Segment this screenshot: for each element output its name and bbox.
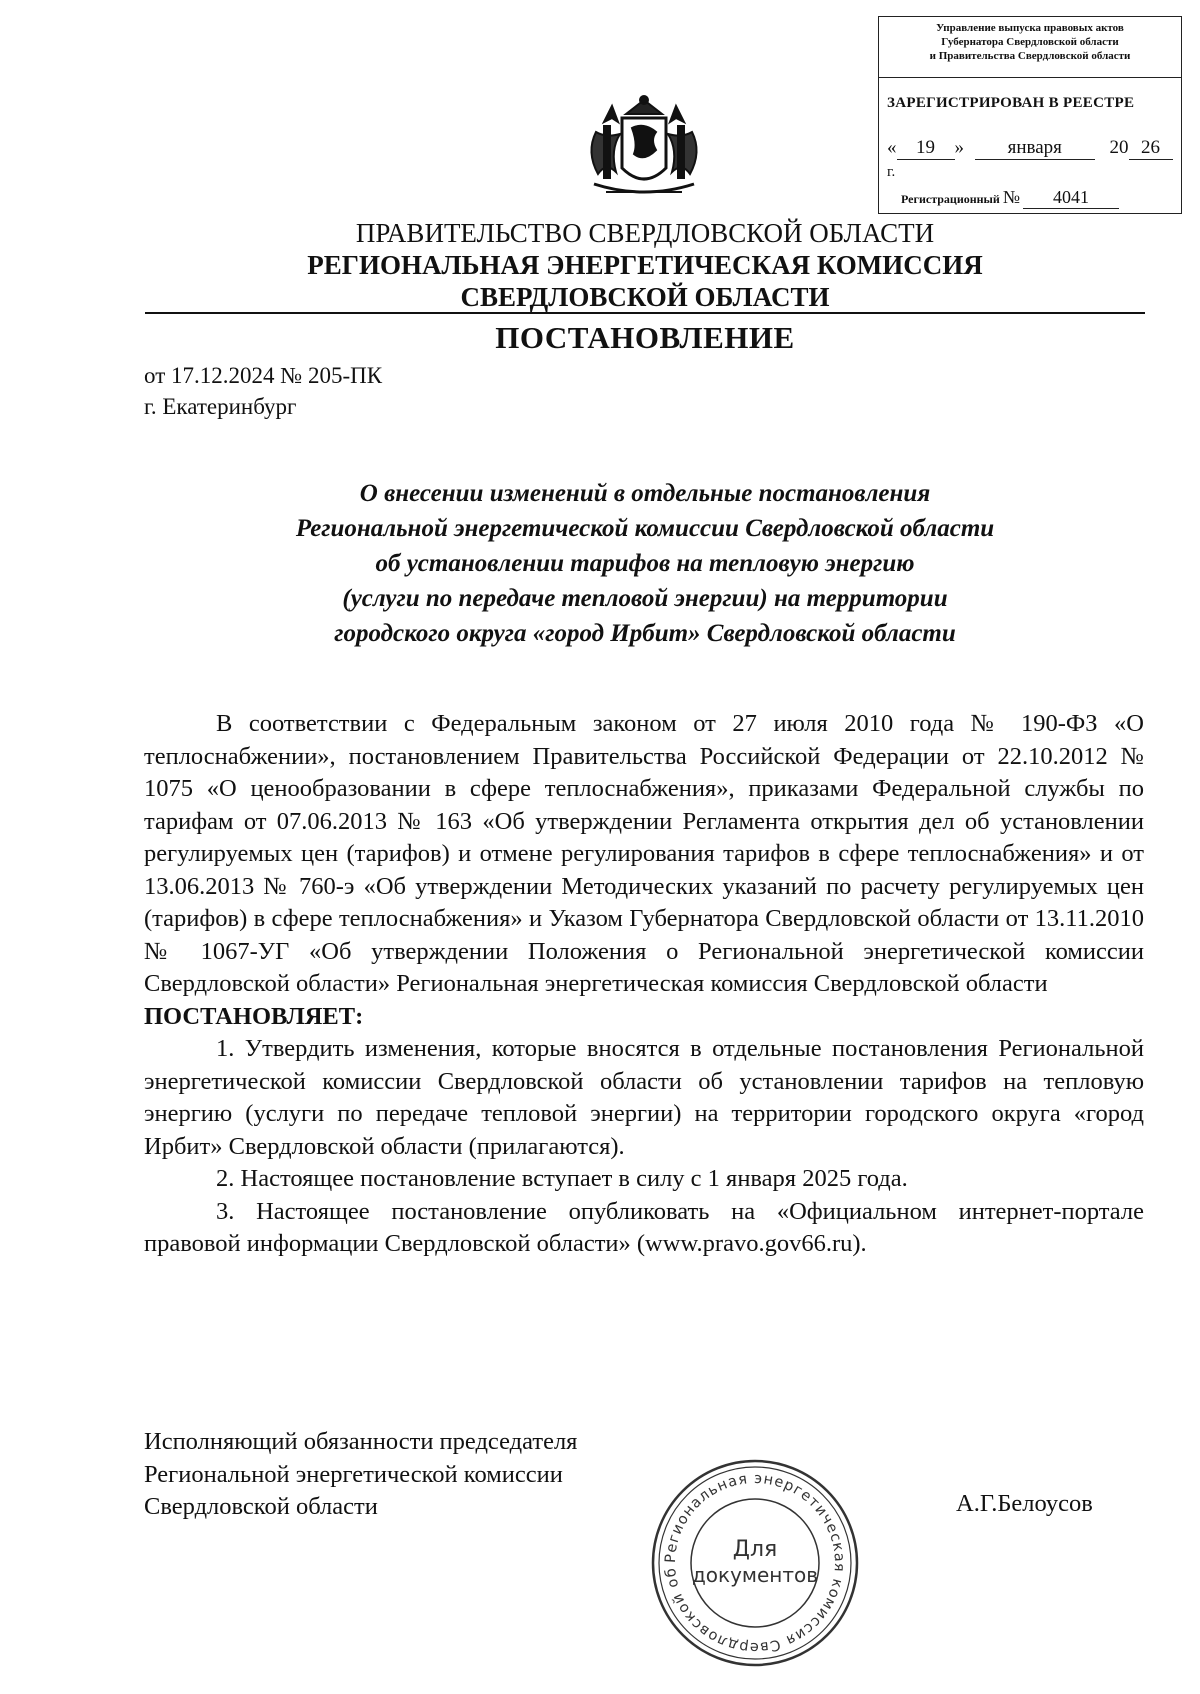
registry-divider xyxy=(879,77,1181,78)
document-subject xyxy=(140,476,1150,651)
preamble-paragraph: В соответствии с Федеральным законом от 27 июля 2010 года № 190-ФЗ «О теплоснабжении», постановлением Правительства Российской Федерации от 22.10.2012 № 1075 «О ценообразовании в сфере теплоснабжения», приказами Федеральной службы по тарифам от 07.06.2013 № 163 «Об утверждении Регламента открытия дел об установлении регулируемых цен (тарифов) и отмене регулирования тарифов в сфере теплоснабжения» и от 13.06.2013 № 760-э «Об утверждении Методических указаний по расчету регулируемых цен (тарифов) в сфере теплоснабжения» и Указом Губернатора Свердловской области от 13.11.2010 № 1067-УГ «Об утверждении Положения о Региональной энергетической комиссии Свердловской области» Региональная энергетическая комиссия Свердловской области xyxy=(144,710,1144,997)
document-type: ПОСТАНОВЛЕНИЕ xyxy=(495,320,795,355)
subject-line: (услуги по передаче тепловой энергии) на территории xyxy=(342,585,948,612)
header-region: СВЕРДЛОВСКОЙ ОБЛАСТИ xyxy=(460,282,830,312)
registry-header xyxy=(879,17,1181,63)
item-paragraph: 3. Настоящее постановление опубликовать на «Официальном интернет-портале правовой информации Свердловской области» (www.pravo.gov66.ru). xyxy=(144,1197,1144,1257)
header-government: ПРАВИТЕЛЬСТВО СВЕРДЛОВСКОЙ ОБЛАСТИ xyxy=(355,218,935,248)
coat-of-arms-icon xyxy=(576,92,712,208)
registry-year-prefix: 20 xyxy=(1109,137,1129,158)
stamp-center-line: Для xyxy=(732,1537,778,1562)
document-date-number: от 17.12.2024 № 205-ПК xyxy=(144,363,383,388)
subject-line: городского округа «город Ирбит» Свердловской области xyxy=(334,620,956,647)
registry-year-suffix: 26 xyxy=(1129,137,1173,160)
item-paragraph: 2. Настоящее постановление вступает в силу с 1 января 2025 года. xyxy=(216,1165,908,1192)
registry-header-line: Управление выпуска правовых актов xyxy=(936,22,1124,34)
signer-name: А.Г.Белоусов xyxy=(956,1490,1093,1517)
registry-number: 4041 xyxy=(1023,187,1119,209)
item-paragraph: 1. Утвердить изменения, которые вносятся в отдельные постановления Региональной энергетической комиссии Свердловской области об установлении тарифов на тепловую энергию (услуги по передаче тепловой энергии) на территории городского округа «город Ирбит» Свердловской области (прилагаются). xyxy=(144,1035,1144,1160)
signature-position-line: Региональной энергетической комиссии xyxy=(144,1460,563,1488)
registry-year-unit: г. xyxy=(887,164,896,180)
subject-line: Региональной энергетической комиссии Свердловской области xyxy=(295,515,995,542)
registry-header-line: и Правительства Свердловской области xyxy=(929,50,1131,62)
subject-line: О внесении изменений в отдельные постановления xyxy=(359,480,931,507)
registry-number-label: Регистрационный xyxy=(901,192,1000,206)
signature-position-line: Свердловской области xyxy=(144,1493,378,1520)
registry-date: « 19 » января 20 26 г. xyxy=(887,137,1181,182)
stamp-center-line: документов xyxy=(691,1563,819,1587)
signature-position xyxy=(144,1426,577,1524)
registry-header-line: Губернатора Свердловской области xyxy=(941,36,1119,48)
registry-number-sign: № xyxy=(1002,187,1021,207)
registry-month: января xyxy=(975,137,1095,160)
registry-day: 19 xyxy=(897,137,955,160)
signature-position-line: Исполняющий обязанности председателя xyxy=(144,1428,578,1455)
subject-line: об установлении тарифов на тепловую энергию xyxy=(375,550,915,577)
stamp-ring-text: Региональная энергетическая комиссия Свердловской об xyxy=(662,1470,848,1656)
resolves-heading: ПОСТАНОВЛЯЕТ: xyxy=(144,1002,364,1030)
document-body xyxy=(144,708,1144,1261)
registry-title: ЗАРЕГИСТРИРОВАН В РЕЕСТРЕ xyxy=(887,95,1135,111)
header-divider xyxy=(145,312,1145,314)
registry-number-row xyxy=(901,187,1119,209)
registry-box xyxy=(878,16,1182,214)
official-stamp xyxy=(648,1456,862,1670)
header-commission: РЕГИОНАЛЬНАЯ ЭНЕРГЕТИЧЕСКАЯ КОМИССИЯ xyxy=(307,250,983,280)
document-city: г. Екатеринбург xyxy=(144,394,297,419)
